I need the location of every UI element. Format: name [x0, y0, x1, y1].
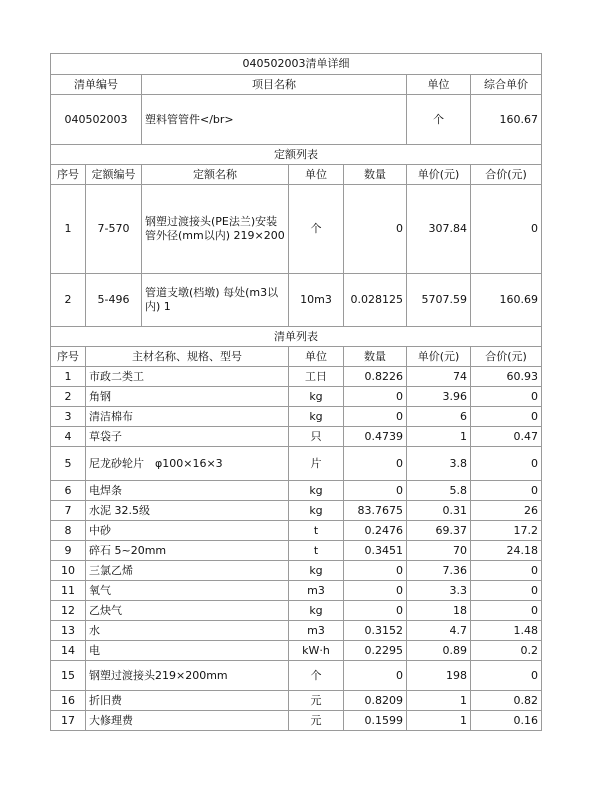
list-name: 尼龙砂轮片 φ100×16×3	[86, 447, 289, 481]
quota-code-header: 定额编号	[86, 165, 142, 185]
list-total: 0	[471, 601, 542, 621]
table-row	[51, 621, 542, 641]
list-name: 市政二类工	[86, 367, 289, 387]
list-unit-price: 1	[407, 711, 471, 731]
list-total: 0.82	[471, 691, 542, 711]
list-seq: 14	[51, 641, 86, 661]
list-name: 电	[86, 641, 289, 661]
table-row	[51, 541, 542, 561]
list-seq: 6	[51, 481, 86, 501]
item-name-header: 项目名称	[142, 75, 407, 95]
quota-unit: 10m3	[289, 274, 344, 327]
list-qty: 0	[344, 581, 407, 601]
list-seq: 16	[51, 691, 86, 711]
table-title: 040502003清单详细	[51, 54, 542, 75]
list-unit: kg	[289, 501, 344, 521]
list-unit-price: 69.37	[407, 521, 471, 541]
item-unit-header: 单位	[407, 75, 471, 95]
list-total: 0.47	[471, 427, 542, 447]
list-total: 0.16	[471, 711, 542, 731]
list-seq: 15	[51, 661, 86, 691]
list-qty: 0	[344, 601, 407, 621]
list-name: 钢塑过渡接头219×200mm	[86, 661, 289, 691]
list-unit-price: 0.31	[407, 501, 471, 521]
quota-header-row	[51, 165, 542, 185]
table-row	[51, 367, 542, 387]
list-unit-price: 3.3	[407, 581, 471, 601]
list-unit: 工日	[289, 367, 344, 387]
item-name: 塑料管管件</br>	[142, 95, 407, 145]
quota-section-title: 定额列表	[51, 145, 542, 165]
list-unit-price: 74	[407, 367, 471, 387]
table-row	[51, 447, 542, 481]
list-seq: 11	[51, 581, 86, 601]
list-name: 中砂	[86, 521, 289, 541]
table-row	[51, 481, 542, 501]
list-unit-price: 0.89	[407, 641, 471, 661]
list-unit: 个	[289, 661, 344, 691]
list-qty: 0.8226	[344, 367, 407, 387]
list-name: 草袋子	[86, 427, 289, 447]
list-header-row	[51, 347, 542, 367]
list-qty: 0	[344, 387, 407, 407]
list-name: 氧气	[86, 581, 289, 601]
table-row	[51, 185, 542, 274]
list-unit: kg	[289, 407, 344, 427]
quota-unit-price: 5707.59	[407, 274, 471, 327]
list-unit: 片	[289, 447, 344, 481]
table-row	[51, 274, 542, 327]
table-row	[51, 691, 542, 711]
list-body	[51, 367, 542, 731]
list-qty: 83.7675	[344, 501, 407, 521]
quota-name: 管道支墩(档墩) 每处(m3以内) 1	[142, 274, 289, 327]
list-qty: 0.2476	[344, 521, 407, 541]
table-row	[51, 641, 542, 661]
quota-seq: 2	[51, 274, 86, 327]
list-total: 0	[471, 561, 542, 581]
list-unit: 只	[289, 427, 344, 447]
item-unit: 个	[407, 95, 471, 145]
item-header-row	[51, 75, 542, 95]
quota-total: 0	[471, 185, 542, 274]
list-seq: 3	[51, 407, 86, 427]
table-row	[51, 581, 542, 601]
list-unit-price: 3.8	[407, 447, 471, 481]
item-code: 040502003	[51, 95, 142, 145]
table-row	[51, 427, 542, 447]
list-unit: kg	[289, 387, 344, 407]
quota-name-header: 定额名称	[142, 165, 289, 185]
list-unit: m3	[289, 621, 344, 641]
list-seq: 9	[51, 541, 86, 561]
table-row	[51, 387, 542, 407]
list-unit: kW·h	[289, 641, 344, 661]
quota-section-row	[51, 145, 542, 165]
quota-unit-header: 单位	[289, 165, 344, 185]
table-row	[51, 561, 542, 581]
list-qty: 0	[344, 447, 407, 481]
table-row	[51, 661, 542, 691]
list-name-header: 主材名称、规格、型号	[86, 347, 289, 367]
quota-code: 5-496	[86, 274, 142, 327]
list-qty: 0	[344, 561, 407, 581]
title-row	[51, 54, 542, 75]
list-qty-header: 数量	[344, 347, 407, 367]
item-code-header: 清单编号	[51, 75, 142, 95]
quota-name: 钢塑过渡接头(PE法兰)安装 管外径(mm以内) 219×200	[142, 185, 289, 274]
list-unit: kg	[289, 481, 344, 501]
quota-code: 7-570	[86, 185, 142, 274]
list-name: 碎石 5~20mm	[86, 541, 289, 561]
item-price: 160.67	[471, 95, 542, 145]
list-qty: 0	[344, 407, 407, 427]
item-row	[51, 95, 542, 145]
quota-seq-header: 序号	[51, 165, 86, 185]
list-total: 60.93	[471, 367, 542, 387]
list-total: 24.18	[471, 541, 542, 561]
list-total: 0	[471, 447, 542, 481]
list-total: 0	[471, 661, 542, 691]
list-qty: 0	[344, 661, 407, 691]
list-seq: 7	[51, 501, 86, 521]
list-name: 乙炔气	[86, 601, 289, 621]
quota-unit-price: 307.84	[407, 185, 471, 274]
quota-unit-price-header: 单价(元)	[407, 165, 471, 185]
list-unit-price: 18	[407, 601, 471, 621]
list-name: 大修理费	[86, 711, 289, 731]
quota-total: 160.69	[471, 274, 542, 327]
list-name: 水	[86, 621, 289, 641]
list-total: 0.2	[471, 641, 542, 661]
list-total: 0	[471, 481, 542, 501]
list-unit: kg	[289, 601, 344, 621]
list-qty: 0.3152	[344, 621, 407, 641]
list-unit-price: 5.8	[407, 481, 471, 501]
list-name: 清洁棉布	[86, 407, 289, 427]
list-unit: 元	[289, 711, 344, 731]
table-row	[51, 601, 542, 621]
quota-unit: 个	[289, 185, 344, 274]
list-name: 折旧费	[86, 691, 289, 711]
list-seq: 2	[51, 387, 86, 407]
table-row	[51, 407, 542, 427]
list-unit-price: 198	[407, 661, 471, 691]
list-seq: 12	[51, 601, 86, 621]
list-unit-header: 单位	[289, 347, 344, 367]
list-unit-price: 1	[407, 691, 471, 711]
list-qty: 0.1599	[344, 711, 407, 731]
list-qty: 0.8209	[344, 691, 407, 711]
list-unit-price: 70	[407, 541, 471, 561]
list-total: 0	[471, 387, 542, 407]
list-qty: 0.2295	[344, 641, 407, 661]
quota-qty-header: 数量	[344, 165, 407, 185]
list-seq: 17	[51, 711, 86, 731]
list-name: 电焊条	[86, 481, 289, 501]
list-section-title: 清单列表	[51, 327, 542, 347]
list-section-row	[51, 327, 542, 347]
list-total-header: 合价(元)	[471, 347, 542, 367]
quota-qty: 0	[344, 185, 407, 274]
list-seq: 8	[51, 521, 86, 541]
list-unit-price: 7.36	[407, 561, 471, 581]
list-name: 角钢	[86, 387, 289, 407]
list-qty: 0.3451	[344, 541, 407, 561]
list-seq: 1	[51, 367, 86, 387]
table-row	[51, 521, 542, 541]
quota-seq: 1	[51, 185, 86, 274]
list-name: 水泥 32.5级	[86, 501, 289, 521]
list-seq-header: 序号	[51, 347, 86, 367]
list-total: 1.48	[471, 621, 542, 641]
list-unit: t	[289, 541, 344, 561]
item-price-header: 综合单价	[471, 75, 542, 95]
list-total: 0	[471, 581, 542, 601]
list-seq: 5	[51, 447, 86, 481]
detail-table	[50, 53, 542, 731]
list-seq: 10	[51, 561, 86, 581]
list-unit: kg	[289, 561, 344, 581]
list-name: 三氯乙烯	[86, 561, 289, 581]
list-unit: 元	[289, 691, 344, 711]
list-seq: 13	[51, 621, 86, 641]
list-unit-price: 6	[407, 407, 471, 427]
list-unit: m3	[289, 581, 344, 601]
list-unit-price-header: 单价(元)	[407, 347, 471, 367]
list-seq: 4	[51, 427, 86, 447]
list-total: 26	[471, 501, 542, 521]
list-total: 17.2	[471, 521, 542, 541]
table-row	[51, 711, 542, 731]
list-total: 0	[471, 407, 542, 427]
list-qty: 0.4739	[344, 427, 407, 447]
quota-total-header: 合价(元)	[471, 165, 542, 185]
list-unit: t	[289, 521, 344, 541]
list-unit-price: 1	[407, 427, 471, 447]
table-row	[51, 501, 542, 521]
list-unit-price: 3.96	[407, 387, 471, 407]
quota-qty: 0.028125	[344, 274, 407, 327]
list-qty: 0	[344, 481, 407, 501]
list-unit-price: 4.7	[407, 621, 471, 641]
